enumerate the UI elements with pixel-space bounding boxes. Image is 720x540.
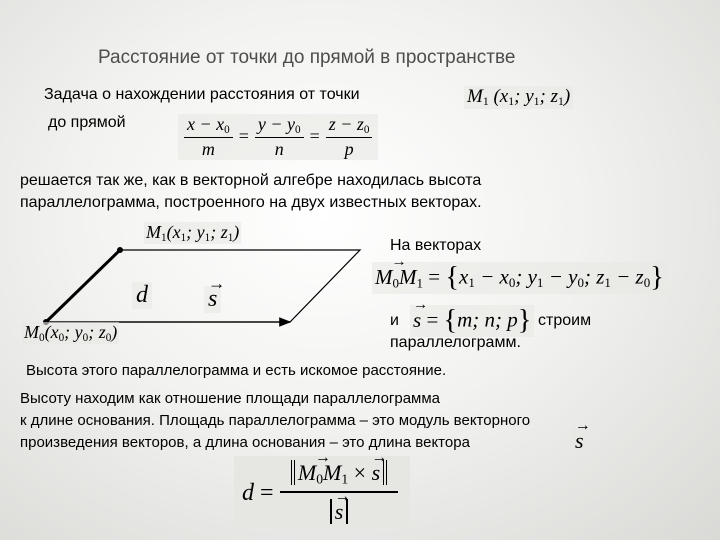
m1-close: ) [563, 86, 571, 107]
vec-m0m1 [375, 265, 423, 291]
build-word-2: параллелограмм. [390, 334, 521, 351]
vec-comp-y0-sub: 0 [577, 274, 584, 290]
vec-m1-sub: 1 [416, 274, 424, 290]
m1-sub: 1 [482, 94, 489, 108]
dm0-letter: M [24, 322, 39, 342]
dm0-x: (x [44, 322, 59, 342]
vec-comp-y0: − y [543, 264, 578, 289]
find-line-2: к длине основания. Площадь параллелограмма – это модуль векторного [20, 412, 531, 429]
equals-2: = [309, 126, 320, 147]
dm0-y: ; y [64, 322, 83, 342]
build-word: строим [538, 312, 592, 329]
diagram-m0-label [22, 322, 119, 344]
dm0-close: ) [111, 322, 118, 342]
dm1-y-sub: 1 [204, 231, 211, 244]
equals-1: = [238, 126, 249, 147]
final-m1: M [323, 460, 342, 485]
final-m1-sub: 1 [341, 471, 349, 487]
final-m0: M [297, 460, 317, 485]
find-line-1: Высоту находим как отношение площади параллелограмма [20, 390, 441, 407]
intro-line-2: до прямой [48, 114, 126, 131]
frac-x-den: m [201, 138, 215, 159]
height-text: Высота этого параллелограмма и есть искомое расстояние. [26, 362, 447, 379]
vec-comp-z1: ; z [583, 264, 605, 289]
m1-x-sub: 1 [508, 94, 515, 108]
frac-z-num-sub: 0 [363, 123, 370, 136]
find-s-vec: → s [575, 428, 584, 454]
frac-y-den: n [274, 138, 284, 159]
distance-formula [234, 456, 410, 528]
dm0-x-sub: 0 [58, 331, 65, 344]
final-denominator [280, 493, 398, 525]
diagram-d-label: d [132, 282, 152, 309]
dm1-z-sub: 1 [227, 231, 234, 244]
diagram-s-label [204, 286, 221, 313]
vec-m1: M [399, 264, 417, 289]
m1-y: ; y [514, 86, 534, 107]
find-s-vector [572, 428, 587, 454]
dm0-y-sub: 0 [82, 331, 89, 344]
vec-comp-y1: ; y [515, 264, 537, 289]
frac-x-num-sub: 0 [224, 123, 230, 136]
vec-s: → s [413, 308, 421, 333]
m1-z-sub: 1 [558, 94, 564, 108]
vec-eq-sign: = [428, 264, 441, 289]
dm1-z: ; z [210, 222, 228, 242]
final-s-den: → s [335, 499, 344, 525]
dm1-x-sub: 1 [180, 231, 187, 244]
dm1-y: ; y [186, 222, 205, 242]
final-cross: × [353, 460, 367, 485]
frac-z-num: z − z [328, 114, 364, 134]
and-word: и [390, 312, 399, 329]
s-eq-sign: = [426, 307, 439, 332]
m1-y-sub: 1 [533, 94, 540, 108]
find-line-3: произведения векторов, а длина основания – это длина вектора [20, 434, 470, 451]
vec-comp-y1-sub: 1 [536, 274, 544, 290]
dm1-sub: 1 [161, 231, 167, 244]
vector-s-formula: → s = {m; n; p} [410, 305, 534, 337]
m1-x: (x [493, 86, 509, 107]
dm0-z: ; z [88, 322, 106, 342]
dm0-sub: 0 [39, 331, 45, 344]
vec-m0-sub: 0 [392, 274, 400, 290]
on-vectors-text: На векторах [390, 237, 482, 254]
para-line-1: решается так же, как в векторной алгебре находилась высота [20, 172, 482, 189]
final-fraction [280, 460, 398, 525]
final-m0-sub: 0 [316, 471, 323, 487]
para-line-2: параллелограмма, построенного на двух известных векторах. [20, 194, 482, 211]
vec-comp-z0: − z [610, 264, 644, 289]
frac-y-num-sub: 0 [294, 123, 301, 136]
final-d-letter: d [242, 480, 254, 506]
m1-letter: M [467, 86, 483, 107]
vec-comp-x1-sub: 1 [468, 274, 475, 290]
vec-comp-x0-sub: 0 [508, 274, 516, 290]
final-eq-sign: = [260, 480, 274, 506]
frac-z-den: p [344, 138, 354, 159]
slide-title: Расстояние от точки до прямой в пространстве [98, 47, 516, 68]
diagram-s-vec: → s [208, 286, 217, 313]
vec-comp-z1-sub: 1 [604, 274, 611, 290]
vec-comp-x1: x [458, 264, 469, 289]
point-m1-dot [117, 247, 123, 253]
vec-comp-z0-sub: 0 [643, 274, 651, 290]
dm1-letter: M [146, 222, 161, 242]
frac-x-num: x − x [187, 114, 225, 134]
vec-comp-x0: − x [474, 264, 509, 289]
frac-y-num: y − y [257, 114, 295, 134]
vector-m0m1-formula: → $M_0M_1 = \{x_1 - x_0$; $y_1 - y_0$; $z_1 - z_0$} [372, 262, 667, 294]
side-vector-line [46, 250, 120, 322]
dm1-close: ) [233, 222, 240, 242]
diagram-m1-label [144, 222, 241, 244]
final-d [242, 480, 274, 507]
final-s-num: → s [372, 460, 381, 486]
s-components: m; n; p [457, 307, 518, 332]
intro-line-1: Задача о нахождении расстояния от точки [44, 86, 360, 103]
vec-m0: M [375, 264, 393, 289]
dm1-x: (x [166, 222, 181, 242]
m1-z: ; z [539, 86, 559, 107]
dm0-z-sub: 0 [105, 331, 112, 344]
parallelogram-outline [46, 250, 360, 322]
